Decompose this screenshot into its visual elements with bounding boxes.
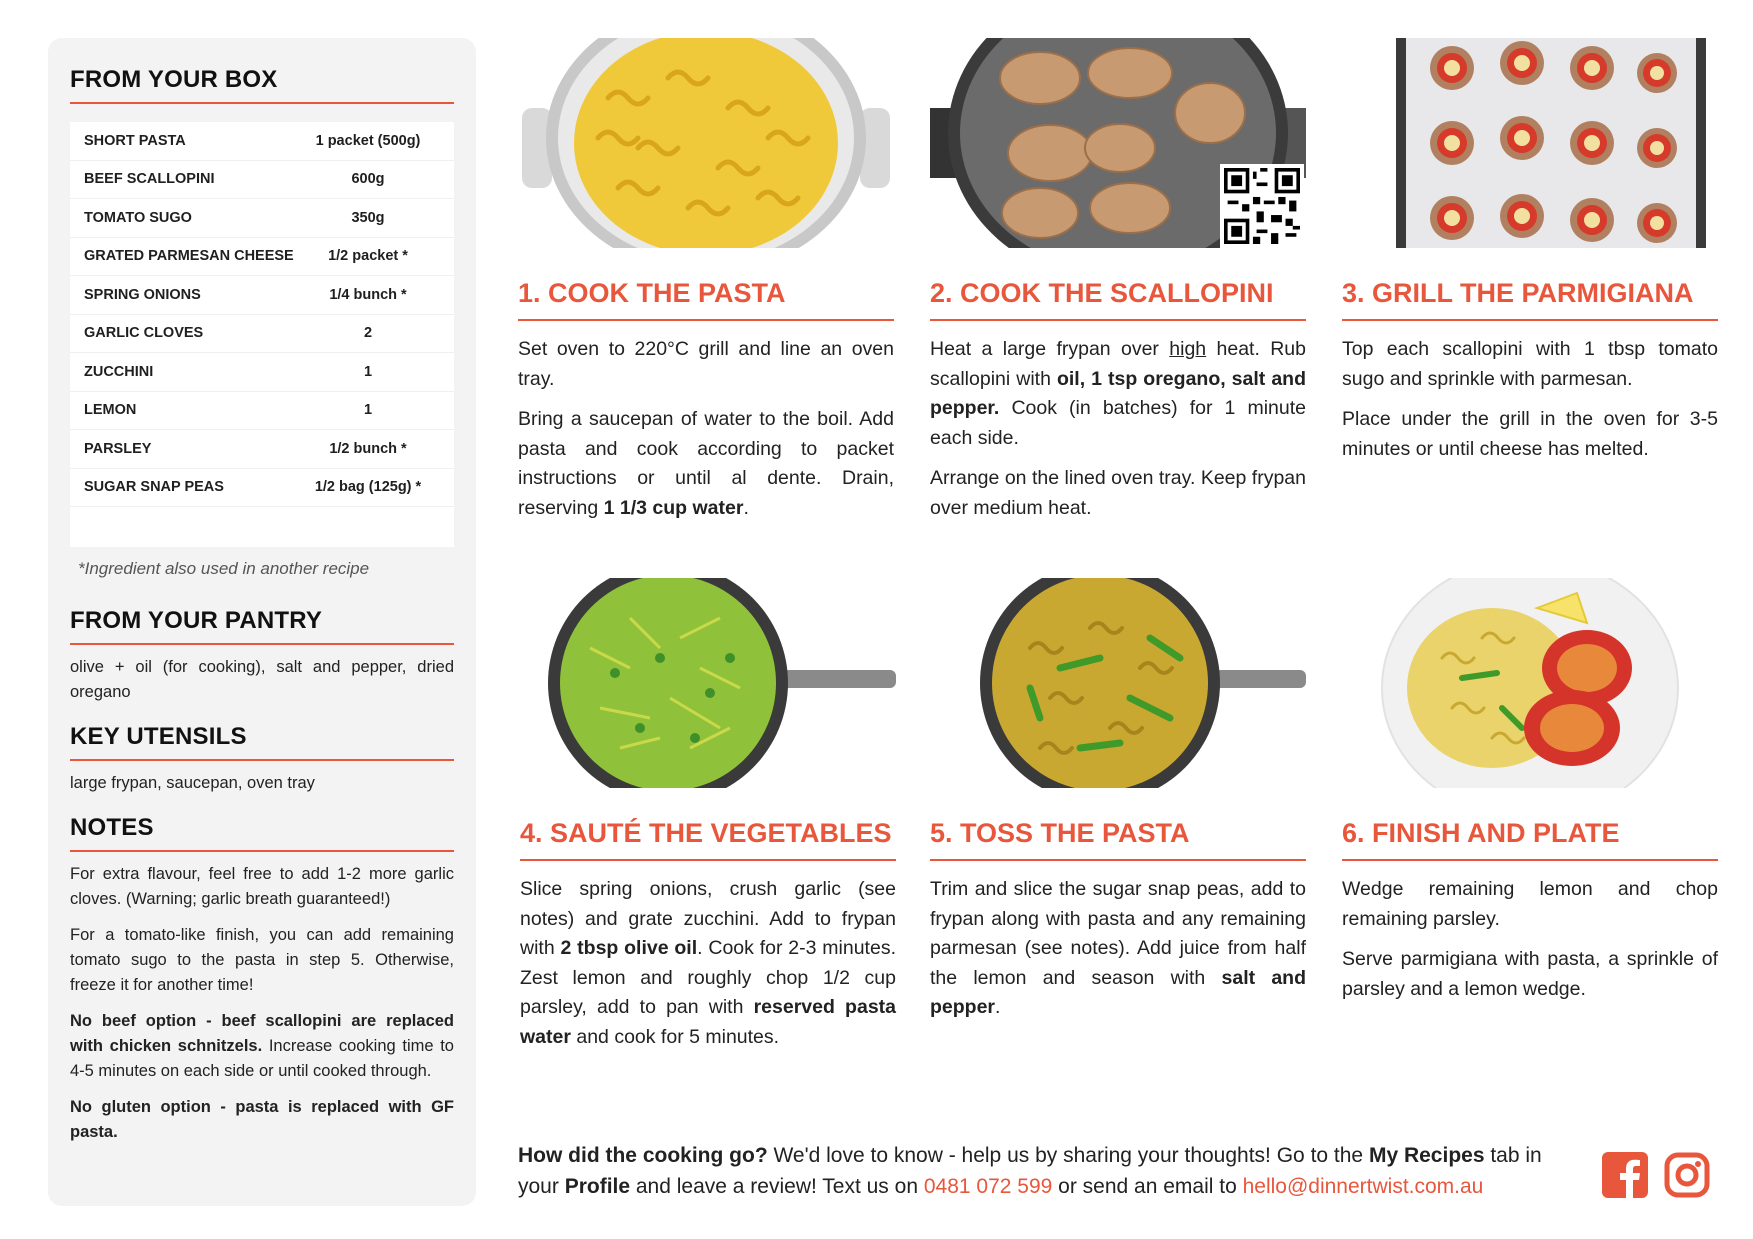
- step-2-image: [930, 38, 1306, 248]
- table-row: [70, 122, 454, 161]
- utensils-section: [70, 723, 454, 796]
- step-6: [1342, 578, 1718, 1015]
- note-paragraph: [70, 1009, 454, 1084]
- ingredient-name: TOMATO SUGO: [84, 209, 192, 226]
- table-row-empty: [70, 507, 454, 547]
- ingredient-qty: 1/4 bunch *: [329, 286, 407, 303]
- ingredient-name: SHORT PASTA: [84, 132, 186, 149]
- step-4-body: [520, 875, 896, 1052]
- step-text: . Cook for 2-3 minutes. Zest lemon and roughly chop 1/2 cup parsley, add to pan with: [520, 937, 896, 1018]
- step-text: and cook for 5 minutes.: [570, 1025, 780, 1048]
- step-4: [520, 578, 896, 1063]
- utensils-text: large frypan, saucepan, oven tray: [70, 774, 315, 792]
- step-2-title: 2. COOK THE SCALLOPINI: [930, 278, 1306, 321]
- step-paragraph: [520, 875, 896, 1052]
- step-bold: oil, 1 tsp oregano, salt and pepper.: [930, 367, 1306, 419]
- ingredient-name: SPRING ONIONS: [84, 286, 201, 303]
- note-bold: No gluten option - pasta is replaced with GF pasta.: [70, 1098, 454, 1141]
- table-row: [70, 238, 454, 277]
- step-6-image: [1342, 578, 1718, 788]
- step-paragraph: Serve parmigiana with pasta, a sprinkle of parsley and a lemon wedge.: [1342, 948, 1718, 1000]
- step-3-image: [1342, 38, 1718, 248]
- step-paragraph: [930, 335, 1306, 453]
- qr-code-icon[interactable]: [1220, 164, 1304, 248]
- ingredient-qty: 1: [363, 402, 373, 419]
- step-bold: 1 1/3 cup water: [603, 496, 744, 519]
- ingredient-name: ZUCCHINI: [84, 363, 154, 380]
- table-row: [70, 392, 454, 431]
- footer-text: tab in your: [518, 1144, 1542, 1198]
- ingredient-name: GARLIC CLOVES: [84, 325, 204, 342]
- facebook-icon[interactable]: [1602, 1152, 1648, 1198]
- step-5: [930, 578, 1306, 1034]
- note-bold: No beef option - beef scallopini are replaced with chicken schnitzels.: [70, 1012, 454, 1055]
- ingredient-qty: 600g: [351, 171, 385, 188]
- step-4-title: 4. SAUTÉ THE VEGETABLES: [520, 818, 896, 861]
- footer-text: We'd love to know - help us by sharing your thoughts! Go to the: [767, 1144, 1369, 1167]
- table-row: [70, 161, 454, 200]
- step-6-title: 6. FINISH AND PLATE: [1342, 818, 1718, 861]
- ingredient-name: SUGAR SNAP PEAS: [84, 479, 224, 496]
- pantry-title: FROM YOUR PANTRY: [70, 607, 454, 645]
- utensils-title: KEY UTENSILS: [70, 723, 454, 761]
- note-text: Increase cooking time to 4-5 minutes on each side or until cooked through.: [70, 1037, 454, 1080]
- step-3-title: 3. GRILL THE PARMIGIANA: [1342, 278, 1718, 321]
- ingredient-qty: 350g: [351, 209, 385, 226]
- step-text: Cook (in batches) for 1 minute each side.: [930, 397, 1306, 449]
- pantry-section: [70, 607, 454, 705]
- note-paragraph: [70, 1095, 454, 1145]
- ingredient-qty: 1/2 bunch *: [329, 440, 407, 457]
- profile-link: Profile: [564, 1175, 631, 1198]
- step-paragraph: [518, 405, 894, 523]
- step-bold: 2 tbsp olive oil: [560, 937, 698, 959]
- footer-bold: How did the cooking go?: [518, 1144, 768, 1167]
- pantry-text: olive + oil (for cooking), salt and pepper, dried oregano: [70, 658, 454, 701]
- note-paragraph: For a tomato-like finish, you can add remaining tomato sugo to the pasta in step 5. Otherwise, freeze it for another time!: [70, 926, 454, 994]
- ingredient-qty: 2: [363, 325, 373, 342]
- step-text: Bring a saucepan of water to the boil. Add pasta and cook according to packet instructions or until al dente. Drain, reserving: [518, 408, 894, 519]
- step-paragraph: Arrange on the lined oven tray. Keep frypan over medium heat.: [930, 467, 1306, 519]
- step-text: Trim and slice the sugar snap peas, add to frypan along with pasta and any remaining parmesan (see notes). Add juice from half the lemon and season with: [930, 878, 1306, 989]
- table-row: [70, 199, 454, 238]
- step-bold: reserved pasta water: [520, 996, 896, 1048]
- step-5-image: [930, 578, 1306, 788]
- step-paragraph: Top each scallopini with 1 tbsp tomato sugo and sprinkle with parmesan.: [1342, 338, 1718, 390]
- table-row: [70, 276, 454, 315]
- step-underline: high: [1169, 338, 1207, 360]
- notes-section: [70, 814, 454, 1145]
- step-bold: salt and pepper: [930, 966, 1307, 1018]
- ingredient-qty: 1: [363, 363, 373, 380]
- ingredients-table: [70, 122, 454, 547]
- step-1-body: [518, 335, 894, 523]
- step-text: .: [995, 996, 1001, 1018]
- step-paragraph: Wedge remaining lemon and chop remaining parsley.: [1342, 878, 1718, 930]
- step-2: [930, 38, 1306, 534]
- step-3-body: [1342, 335, 1718, 464]
- ingredient-qty: 1/2 bag (125g) *: [314, 479, 422, 496]
- step-3: [1342, 38, 1718, 475]
- step-4-image: [520, 578, 896, 788]
- step-2-body: [930, 335, 1306, 523]
- ingredient-name: LEMON: [84, 402, 137, 419]
- step-paragraph: Set oven to 220°C grill and line an oven tray.: [518, 338, 894, 390]
- ingredient-footnote: *Ingredient also used in another recipe: [78, 559, 370, 578]
- instagram-icon[interactable]: [1664, 1152, 1710, 1198]
- table-row: [70, 315, 454, 354]
- step-1-image: [518, 38, 894, 248]
- step-1-title: 1. COOK THE PASTA: [518, 278, 894, 321]
- ingredient-name: PARSLEY: [84, 440, 152, 457]
- ingredient-qty: 1 packet (500g): [315, 132, 421, 149]
- from-your-box-title: FROM YOUR BOX: [70, 66, 454, 104]
- ingredient-name: GRATED PARMESAN CHEESE: [84, 248, 294, 265]
- step-paragraph: [930, 875, 1306, 1023]
- step-5-title: 5. TOSS THE PASTA: [930, 818, 1306, 861]
- step-5-body: [930, 875, 1306, 1023]
- step-text: Slice spring onions, crush garlic (see notes) and grate zucchini. Add to frypan with: [520, 878, 896, 959]
- step-1: [518, 38, 894, 534]
- step-text: heat. Rub scallopini with: [930, 338, 1306, 390]
- email-link[interactable]: hello@dinnertwist.com.au: [1242, 1175, 1484, 1198]
- notes-title: NOTES: [70, 814, 454, 852]
- table-row: [70, 469, 454, 508]
- feedback-footer: [518, 1140, 1578, 1202]
- step-6-body: [1342, 875, 1718, 1004]
- step-paragraph: Place under the grill in the oven for 3-5 minutes or until cheese has melted.: [1342, 408, 1718, 460]
- ingredient-name: BEEF SCALLOPINI: [84, 171, 215, 188]
- step-text: .: [743, 496, 749, 519]
- footer-text: or send an email to: [1052, 1175, 1243, 1198]
- note-paragraph: For extra flavour, feel free to add 1-2 more garlic cloves. (Warning; garlic breath guaranteed!): [70, 865, 454, 908]
- footer-text: and leave a review! Text us on: [630, 1175, 924, 1198]
- step-text: Heat a large frypan over: [930, 338, 1170, 360]
- social-links: [1602, 1152, 1710, 1198]
- ingredients-panel: [48, 38, 476, 1206]
- phone-link[interactable]: 0481 072 599: [923, 1175, 1053, 1198]
- my-recipes-link: My Recipes: [1368, 1144, 1485, 1167]
- table-row: [70, 430, 454, 469]
- table-row: [70, 353, 454, 392]
- ingredient-qty: 1/2 packet *: [328, 248, 408, 265]
